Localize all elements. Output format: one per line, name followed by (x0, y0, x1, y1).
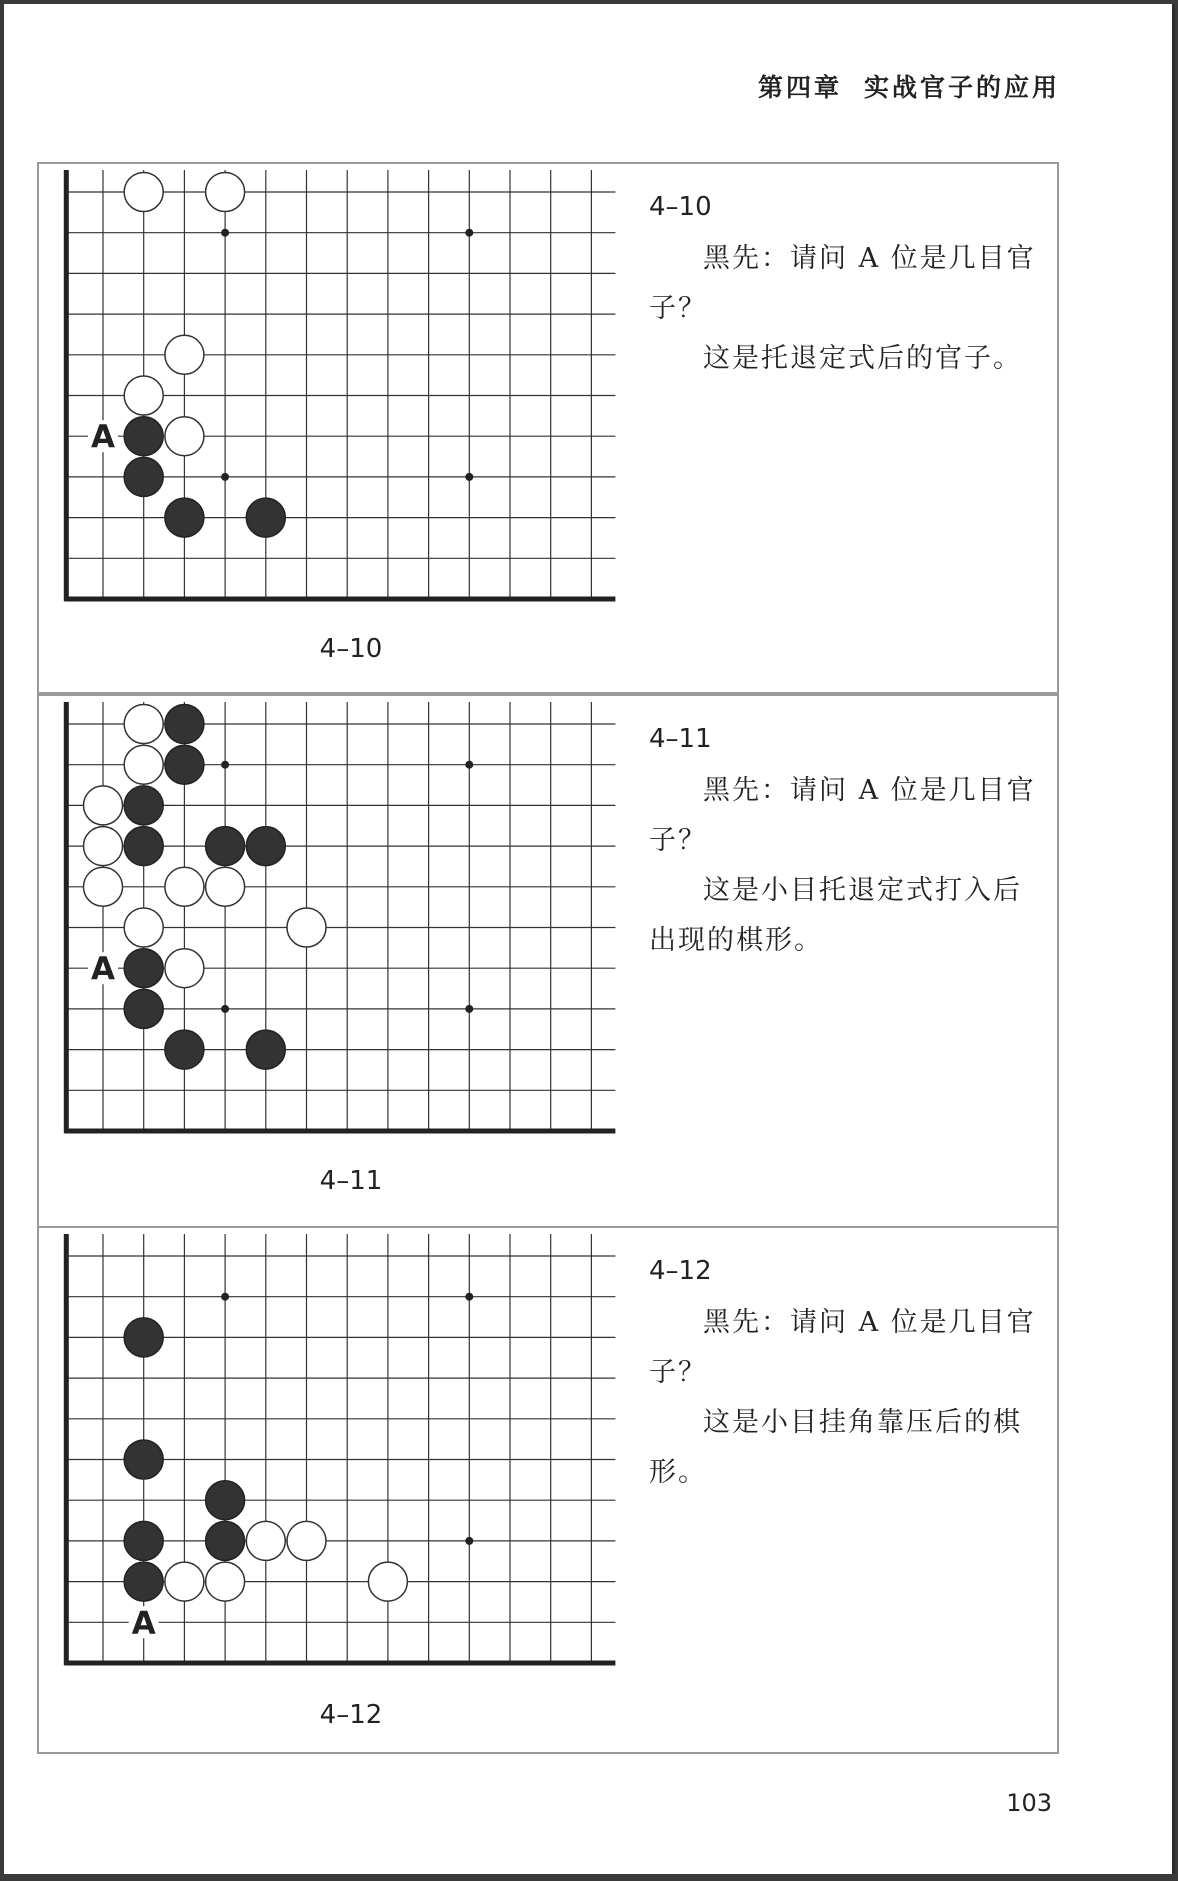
point-label-a: A (91, 419, 115, 456)
black-stone (124, 1562, 163, 1601)
black-stone (124, 1440, 163, 1479)
go-board (59, 706, 579, 1156)
white-stone (84, 867, 123, 906)
black-stone (165, 1030, 204, 1069)
star-point (221, 761, 229, 769)
black-stone (124, 1521, 163, 1560)
question-text: 黑先：请问 A 位是几目官子？ (649, 243, 1036, 324)
problem-box-4-11 (37, 694, 1059, 1228)
black-stone (124, 827, 163, 866)
page-number: 103 (1006, 1789, 1052, 1817)
white-stone (165, 335, 204, 374)
star-point (465, 1293, 473, 1301)
problem-description (649, 724, 1049, 966)
go-board-diagram (59, 1238, 579, 1688)
go-board (59, 174, 579, 624)
black-stone (124, 786, 163, 825)
explanation-text: 这是托退定式后的官子。 (703, 343, 1022, 374)
star-point (465, 1537, 473, 1545)
black-stone (165, 498, 204, 537)
white-stone (124, 705, 163, 744)
black-stone (124, 1318, 163, 1357)
black-stone (124, 989, 163, 1028)
black-stone (246, 1030, 285, 1069)
black-stone (206, 1521, 245, 1560)
problem-description (649, 192, 1049, 384)
black-stone (206, 827, 245, 866)
black-stone (206, 1481, 245, 1520)
white-stone (368, 1562, 407, 1601)
star-point (221, 473, 229, 481)
white-stone (206, 1562, 245, 1601)
black-stone (124, 457, 163, 496)
white-stone (124, 376, 163, 415)
running-header (758, 68, 1060, 104)
problem-box-4-10 (37, 162, 1059, 694)
white-stone (206, 867, 245, 906)
star-point (221, 1005, 229, 1013)
star-point (221, 1293, 229, 1301)
white-stone (287, 908, 326, 947)
white-stone (206, 173, 245, 212)
question-text: 黑先：请问 A 位是几目官子？ (649, 1307, 1036, 1388)
white-stone (287, 1521, 326, 1560)
white-stone (124, 745, 163, 784)
white-stone (124, 173, 163, 212)
white-stone (84, 786, 123, 825)
explanation-text: 这是小目托退定式打入后出现的棋形。 (649, 875, 1022, 956)
problem-description (649, 1256, 1049, 1498)
white-stone (165, 949, 204, 988)
chapter-number: 第四章 (757, 73, 842, 102)
star-point (465, 473, 473, 481)
star-point (465, 1005, 473, 1013)
diagram-caption: 4–12 (319, 1700, 383, 1730)
chapter-title: 实战官子的应用 (863, 73, 1060, 102)
go-board-diagram (59, 174, 579, 624)
black-stone (246, 827, 285, 866)
star-point (465, 761, 473, 769)
black-stone (246, 498, 285, 537)
black-stone (165, 745, 204, 784)
problem-number: 4–11 (649, 724, 712, 754)
black-stone (124, 949, 163, 988)
star-point (465, 229, 473, 237)
white-stone (165, 417, 204, 456)
diagram-caption: 4–11 (319, 1166, 383, 1196)
white-stone (246, 1521, 285, 1560)
diagram-caption: 4–10 (319, 634, 383, 664)
white-stone (165, 867, 204, 906)
problem-number: 4–10 (649, 192, 712, 222)
problem-number: 4–12 (649, 1256, 712, 1286)
white-stone (84, 827, 123, 866)
point-label-a: A (91, 951, 115, 988)
star-point (221, 229, 229, 237)
question-text: 黑先：请问 A 位是几目官子？ (649, 775, 1036, 856)
problem-box-4-12 (37, 1226, 1059, 1754)
white-stone (124, 908, 163, 947)
black-stone (124, 417, 163, 456)
book-page (4, 4, 1175, 1874)
point-label-a: A (131, 1605, 156, 1642)
white-stone (165, 1562, 204, 1601)
go-board-diagram (59, 706, 579, 1156)
black-stone (165, 705, 204, 744)
go-board (59, 1238, 579, 1688)
explanation-text: 这是小目挂角靠压后的棋形。 (649, 1407, 1022, 1488)
